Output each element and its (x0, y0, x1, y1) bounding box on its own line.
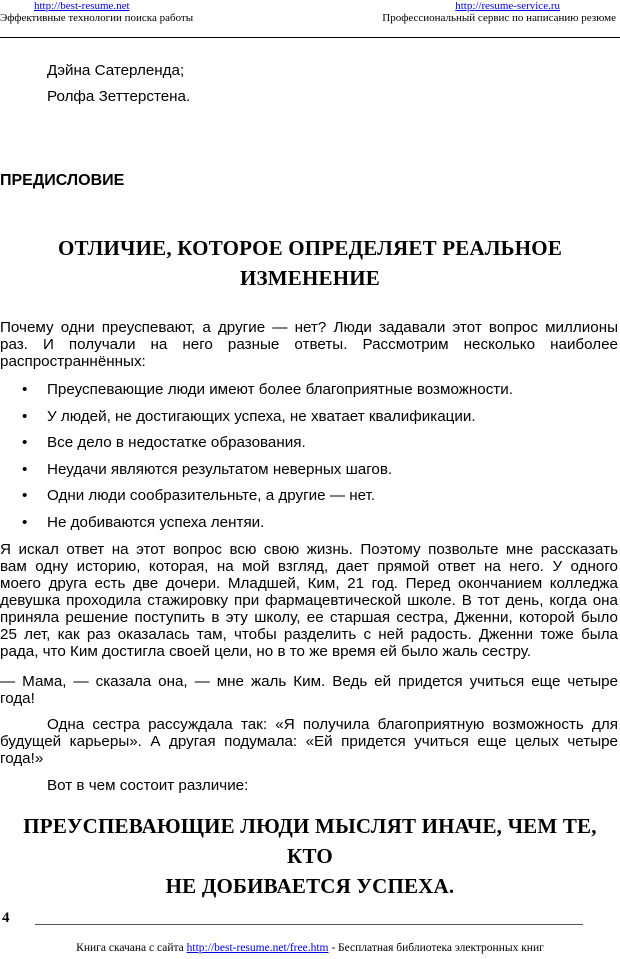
header-left-link[interactable]: http://best-resume.net (34, 0, 130, 12)
footer-text (0, 942, 620, 954)
header-right-text: Профессиональный сервис по написанию резюме (382, 12, 616, 24)
text-line: года!» (0, 750, 44, 767)
text-line: будущей карьеры». А другая подумала: «Ей придется учиться еще целых четыре (0, 733, 618, 750)
text-line: — Мама, — сказала она, — мне жаль Ким. Ведь ей придется учиться еще четыре (0, 673, 618, 690)
text-line: приняла решение поступить в эту школу, ее старшая сестра, Дженни, которой было (0, 609, 618, 626)
intro-line: Ролфа Зеттерстена. (47, 88, 191, 105)
footer-divider (35, 924, 583, 925)
bullet-icon: • (22, 408, 28, 425)
text-line: девушка проходила стажировку при фармацевтической школе. В тот день, когда она (0, 592, 618, 609)
page-number: 4 (2, 910, 10, 926)
bullet-icon: • (22, 461, 28, 478)
text-line: распространнённых: (0, 353, 146, 370)
paragraph-difference: Вот в чем состоит различие: (47, 777, 249, 794)
text-line: вам одну историю, которая, на мой взгляд, дает прямой ответ на него. У одного (0, 558, 618, 575)
text-line: раз. И получали на него разные ответы. Рассмотрим несколько наиболее (0, 336, 618, 353)
intro-line: Дэйна Сатерленда; (47, 62, 185, 79)
text-line: Одна сестра рассуждала так: «Я получила благоприятную возможность для (47, 716, 618, 733)
text-line: моего друга есть две дочери. Младшей, Ким, 21 год. Перед окончанием колледжа (0, 575, 618, 592)
chapter-title (0, 233, 620, 293)
list-item-text: Преуспевающие люди имеют более благоприятные возможности. (47, 381, 513, 398)
list-item-text: Все дело в недостатке образования. (47, 434, 306, 451)
list-item-text: Одни люди сообразительньте, а другие — нет. (47, 487, 376, 504)
paragraph-dialogue (0, 673, 618, 707)
section-title-line: ПРЕУСПЕВАЮЩИЕ ЛЮДИ МЫСЛЯТ ИНАЧЕ, ЧЕМ ТЕ, КТО (23, 814, 597, 868)
footer-suffix: - Бесплатная библиотека электронных книг (328, 942, 544, 954)
list-item-text: У людей, не достигающих успеха, не хватает квалификации. (47, 408, 476, 425)
list-item-text: Не добиваются успеха лентяи. (47, 514, 265, 531)
text-line: 25 лет, как раз оказалась там, чтобы разделить с ней радость. Дженни тоже была (0, 626, 618, 643)
bullet-icon: • (22, 514, 28, 531)
footer-link[interactable]: http://best-resume.net/free.htm (186, 942, 329, 954)
section-title (0, 811, 620, 901)
header-left-text: Эффективные технологии поиска работы (0, 12, 194, 24)
paragraph-sisters (0, 716, 618, 767)
text-line: Почему одни преуспевают, а другие — нет? Люди задавали этот вопрос миллионы (0, 319, 618, 336)
list-item-text: Неудачи являются результатом неверных шагов. (47, 461, 393, 478)
header-divider (0, 37, 620, 38)
text-line: Я искал ответ на этот вопрос всю свою жизнь. Поэтому позвольте мне рассказать (0, 541, 618, 558)
section-title-line: НЕ ДОБИВАЕТСЯ УСПЕХА. (165, 874, 455, 898)
chapter-title-line: ИЗМЕНЕНИЕ (239, 266, 381, 290)
chapter-title-line: ОТЛИЧИЕ, КОТОРОЕ ОПРЕДЕЛЯЕТ РЕАЛЬНОЕ (57, 236, 563, 260)
header-right-link[interactable]: http://resume-service.ru (455, 0, 560, 12)
text-line: года! (0, 690, 35, 707)
bullet-icon: • (22, 434, 28, 451)
text-line: рада, что Ким достигла своей цели, но в то же время ей было жаль сестру. (0, 643, 532, 660)
bullet-icon: • (22, 381, 28, 398)
paragraph-story (0, 541, 618, 660)
paragraph-intro (0, 319, 618, 370)
bullet-icon: • (22, 487, 28, 504)
section-label: ПРЕДИСЛОВИЕ (0, 172, 125, 189)
footer-prefix: Книга скачана с сайта (76, 942, 187, 954)
